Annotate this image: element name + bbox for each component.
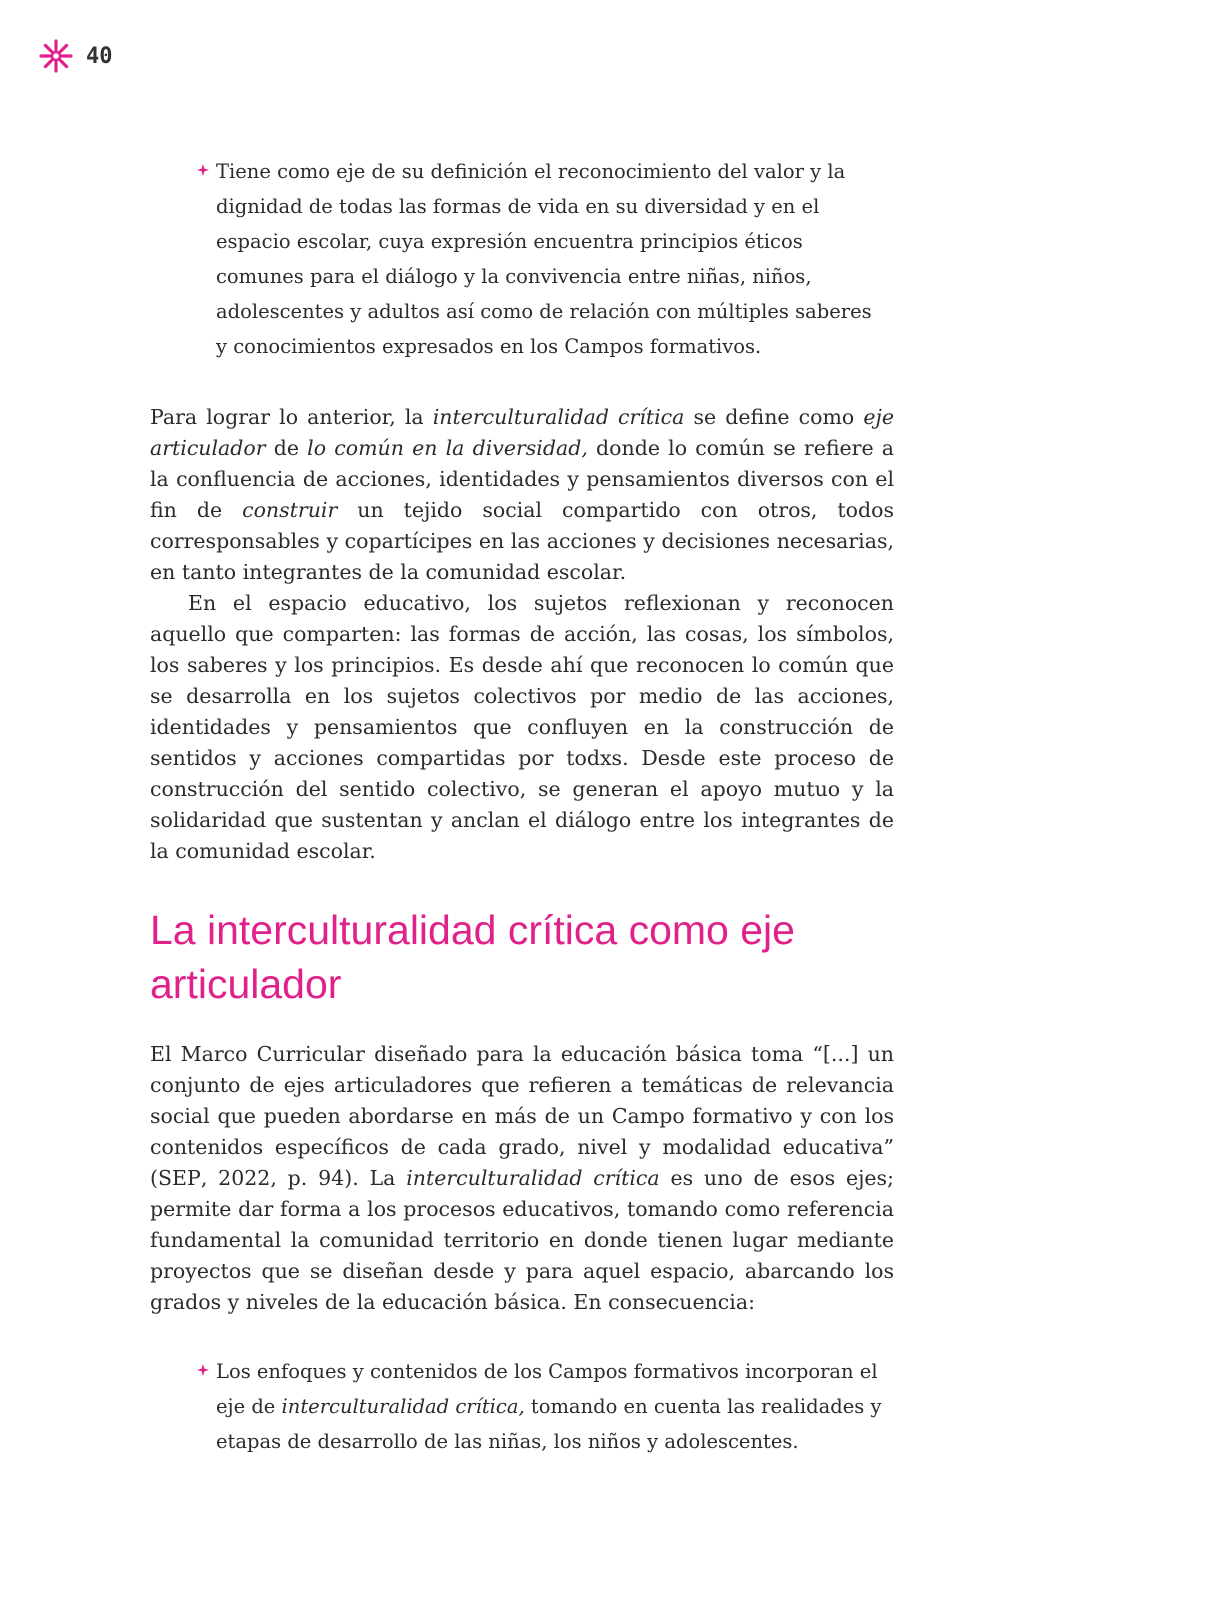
paragraph: En el espacio educativo, los sujetos reflexionan y reconocen aquello que comparten: las formas de acción, las cosas, los símbolos, los saberes y los principios. Es desde ahí que reconocen lo común que se desarrolla en los sujetos colectivos por medio de las acciones, identidades y pensamientos que confluyen en la construcción de sentidos y acciones compartidas por todxs. Desde este proceso de construcción del sentido colectivo, se generan el apoyo mutuo y la solidaridad que sustentan y anclan el diálogo entre los integrantes de la comunidad escolar. bbox=[150, 591, 894, 863]
list-item bbox=[196, 154, 882, 364]
bullet-list bbox=[196, 1354, 882, 1459]
emphasis: interculturalidad crítica, bbox=[281, 1395, 525, 1418]
asterisk-icon bbox=[38, 38, 74, 74]
citation-author: SEP bbox=[158, 1166, 201, 1190]
list-item-text: Los enfoques y contenidos de los Campos formativos incorporan el eje de interculturalidad crítica, tomando en cuenta las realidades y etapas de desarrollo de las niñas, los niños y adolescentes. bbox=[216, 1360, 882, 1453]
emphasis: lo común en la diversidad, bbox=[307, 436, 588, 460]
emphasis: construir bbox=[242, 498, 338, 522]
paragraph: Para lograr lo anterior, la interculturalidad crítica se define como eje articulador de lo común en la diversidad, donde lo común se refiere a la confluencia de acciones, identidades y pensamientos diversos con el fin de construir un tejido social compartido con otros, todos corresponsables y copartícipes en las acciones y decisiones necesarias, en tanto integrantes de la comunidad escolar. bbox=[150, 405, 894, 584]
cross-bullet-icon bbox=[196, 163, 210, 177]
page-content bbox=[150, 154, 894, 1459]
emphasis: eje articulador bbox=[150, 405, 894, 460]
page-header bbox=[38, 36, 113, 76]
emphasis: interculturalidad crítica bbox=[406, 1166, 660, 1190]
list-item bbox=[196, 1354, 882, 1459]
emphasis: interculturalidad crítica bbox=[432, 405, 685, 429]
page-number: 40 bbox=[86, 43, 113, 69]
list-item-text: Tiene como eje de su definición el reconocimiento del valor y la dignidad de todas las formas de vida en su diversidad y en el espacio escolar, cuya expresión encuentra principios éticos comunes para el diálogo y la convivencia entre niñas, niños, adolescentes y adultos así como de relación con múltiples saberes y conocimientos expresados en los Campos formativos. bbox=[216, 160, 872, 358]
cross-bullet-icon bbox=[196, 1363, 210, 1377]
paragraph: El Marco Curricular diseñado para la educación básica toma “[...] un conjunto de ejes articuladores que refieren a temáticas de relevancia social que pueden abordarse en más de un Campo formativo y con los contenidos específicos de cada grado, nivel y modalidad educativa” (SEP, 2022, p. 94). La interculturalidad crítica es uno de esos ejes; permite dar forma a los procesos educativos, tomando como referencia fundamental la comunidad territorio en donde tienen lugar mediante proyectos que se diseñan desde y para aquel espacio, abarcando los grados y niveles de la educación básica. En consecuencia: bbox=[150, 1042, 894, 1314]
bullet-list bbox=[196, 154, 882, 364]
section-heading: La interculturalidad crítica como eje articulador bbox=[150, 907, 795, 1007]
